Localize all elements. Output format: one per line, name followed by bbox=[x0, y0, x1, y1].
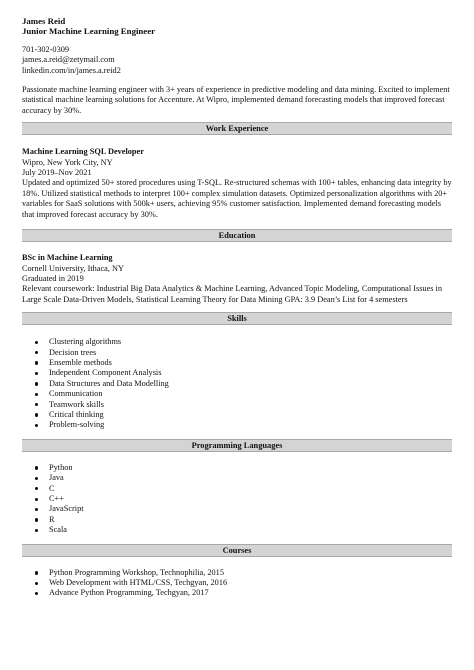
courses-list bbox=[22, 568, 452, 599]
list-item: C++ bbox=[22, 494, 452, 504]
list-item: Python bbox=[22, 463, 452, 473]
job-title: Machine Learning SQL Developer bbox=[22, 147, 144, 157]
resume-page bbox=[22, 16, 452, 599]
languages-list bbox=[22, 463, 452, 536]
section-header-education: Education bbox=[22, 229, 452, 242]
graduation-date: Graduated in 2019 bbox=[22, 273, 84, 283]
list-item: Teamwork skills bbox=[22, 400, 452, 410]
section-header-programming-languages: Programming Languages bbox=[22, 439, 452, 452]
job-description: Updated and optimized 50+ stored procedures using T-SQL. Re-structured schemas with 100+ tables, enhancing data integrity by 18%. Utilized statistical methods to interpret 100+ complex simulation datasets. Optimized personalization algorithms with 20+ variables for SaaS solutions with 500k+ users, achieving 95% customer satisfaction. Implemented demand forecasting models that improved forecast accuracy by 30%. bbox=[22, 178, 452, 219]
work-entry bbox=[22, 147, 452, 220]
list-item: Critical thinking bbox=[22, 410, 452, 420]
section-header-skills: Skills bbox=[22, 312, 452, 325]
candidate-name: James Reid bbox=[22, 16, 66, 26]
list-item: Decision trees bbox=[22, 348, 452, 358]
job-company: Wipro, New York City, NY bbox=[22, 157, 113, 167]
list-item: Python Programming Workshop, Technophilia, 2015 bbox=[22, 568, 452, 578]
list-item: Scala bbox=[22, 525, 452, 535]
list-item: Ensemble methods bbox=[22, 358, 452, 368]
section-header-work-experience: Work Experience bbox=[22, 122, 452, 135]
list-item: R bbox=[22, 515, 452, 525]
phone-number: 701-302-0309 bbox=[22, 44, 70, 54]
list-item: Problem-solving bbox=[22, 420, 452, 430]
contact-block bbox=[22, 45, 452, 76]
school-name: Cornell University, Ithaca, NY bbox=[22, 263, 124, 273]
candidate-title: Junior Machine Learning Engineer bbox=[22, 26, 156, 37]
list-item: Communication bbox=[22, 389, 452, 399]
list-item: Advance Python Programming, Techgyan, 2017 bbox=[22, 588, 452, 598]
education-entry bbox=[22, 253, 452, 305]
email-address: james.a.reid@zetymail.com bbox=[22, 55, 115, 65]
list-item: Independent Component Analysis bbox=[22, 368, 452, 378]
profile-summary: Passionate machine learning engineer with 3+ years of experience in predictive modeling and data mining. Excited to implement statistical machine learning solutions for Accenture. At Wipro, implemented demand forecasting models that improved forecast accuracy by 30%. bbox=[22, 85, 450, 115]
job-dates: July 2019–Nov 2021 bbox=[22, 168, 92, 178]
list-item: Java bbox=[22, 473, 452, 483]
linkedin-url: linkedin.com/in/james.a.reid2 bbox=[22, 65, 121, 75]
section-header-courses: Courses bbox=[22, 544, 452, 557]
list-item: Data Structures and Data Modelling bbox=[22, 379, 452, 389]
list-item: JavaScript bbox=[22, 504, 452, 514]
list-item: Clustering algorithms bbox=[22, 337, 452, 347]
degree-name: BSc in Machine Learning bbox=[22, 253, 113, 263]
list-item: Web Development with HTML/CSS, Techgyan, 2016 bbox=[22, 578, 452, 588]
skills-list bbox=[22, 337, 452, 431]
list-item: C bbox=[22, 484, 452, 494]
relevant-coursework: Relevant coursework: Industrial Big Data Analytics & Machine Learning, Advanced Topic Modeling, Computational Issues in Large Scale Data-Driven Models, Statistical Learning Theory for Data Mining GPA: 3.9 Dean’s List for 4 semesters bbox=[22, 284, 443, 304]
